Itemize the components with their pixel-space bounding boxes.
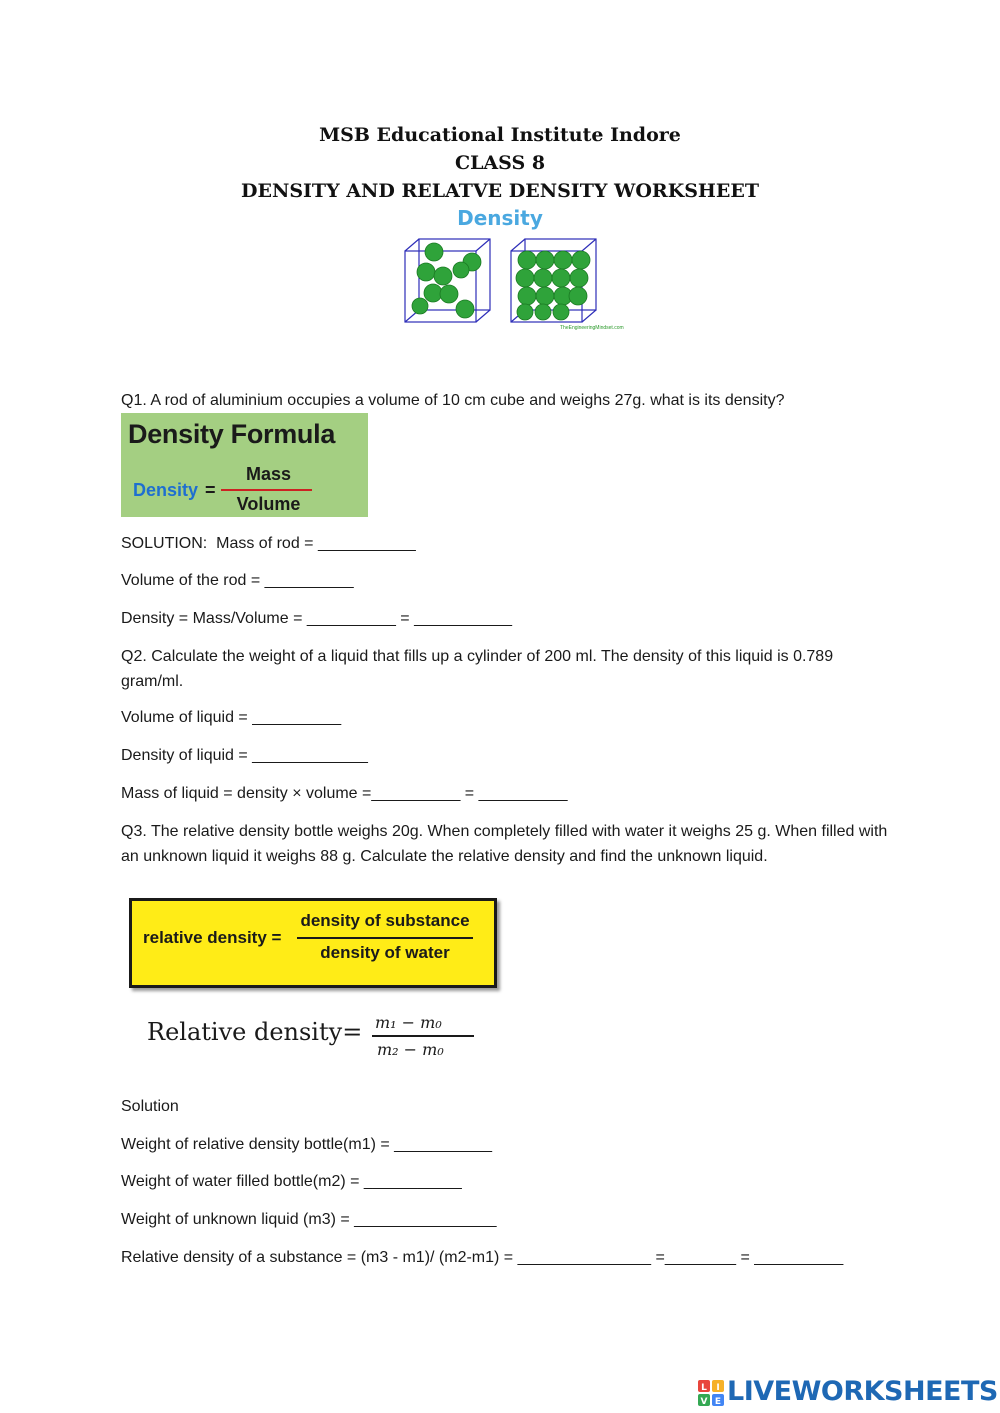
q2-volume-answer[interactable]: Volume of liquid = __________	[121, 709, 342, 726]
logo-letter-l: L	[701, 1383, 707, 1393]
q3-m1-answer[interactable]: Weight of relative density bottle(m1) = ___________	[121, 1136, 493, 1153]
rd-mass-formula-numerator: m₁ − m₀	[375, 1013, 442, 1032]
worksheet-title: DENSITY AND RELATVE DENSITY WORKSHEET	[241, 180, 759, 202]
formula-fraction-bar	[221, 489, 312, 491]
image-watermark: TheEngineeringMindset.com	[560, 325, 624, 331]
formula-lhs: Density	[133, 480, 199, 500]
institute-name: MSB Educational Institute Indore	[319, 124, 681, 146]
q3-question: Q3. The relative density bottle weighs 20g. When completely filled with water it weighs 25 g. When filled with an unknown liquid it weighs 88 g. Calculate the relative density and find the unknown liquid.	[121, 823, 888, 865]
liveworksheets-brand[interactable]: LIVEWORKSHEETS	[727, 1376, 998, 1407]
logo-letter-i: I	[716, 1383, 720, 1393]
formula-numerator: Mass	[245, 464, 292, 484]
q2-question: Q2. Calculate the weight of a liquid that fills up a cylinder of 200 ml. The density of this liquid is 0.789 gram/ml.	[121, 648, 834, 690]
q3-m3-answer[interactable]: Weight of unknown liquid (m3) = ________________	[121, 1211, 497, 1228]
q2-density-answer[interactable]: Density of liquid = _____________	[121, 747, 368, 764]
density-formula-box	[121, 413, 368, 517]
q1-mass-answer[interactable]: SOLUTION: Mass of rod = ___________	[121, 535, 416, 552]
rd-mass-formula-denominator: m₂ − m₀	[377, 1040, 444, 1059]
q2-mass-answer[interactable]: Mass of liquid = density × volume =__________ = __________	[121, 785, 568, 802]
relative-density-formula-box	[129, 898, 497, 988]
q3-m2-answer[interactable]: Weight of water filled bottle(m2) = ___________	[121, 1173, 462, 1190]
q1-question: Q1. A rod of aluminium occupies a volume of 10 cm cube and weighs 27g. what is its density?	[121, 392, 785, 409]
class-label: CLASS 8	[454, 152, 546, 174]
rd-formula-denominator: density of water	[320, 943, 450, 962]
logo-letter-v: V	[700, 1397, 708, 1406]
formula-title: Density Formula	[128, 419, 336, 449]
q3-relative-density-answer[interactable]: Relative density of a substance = (m3 - m1)/ (m2-m1) = _______________ =________ = __________	[121, 1249, 844, 1266]
rd-formula-lhs: relative density =	[143, 928, 282, 947]
rd-mass-formula-lhs: Relative density=	[147, 1018, 363, 1046]
liveworksheets-logo-icon	[698, 1380, 724, 1406]
density-image-title: Density	[457, 206, 543, 230]
formula-equals: =	[205, 480, 216, 500]
q3-solution-label: Solution	[121, 1098, 179, 1115]
rd-formula-numerator: density of substance	[300, 911, 470, 930]
formula-denominator: Volume	[236, 494, 301, 514]
rd-mass-formula-fraction-bar	[372, 1035, 474, 1037]
q1-density-answer[interactable]: Density = Mass/Volume = __________ = ___________	[121, 610, 512, 627]
rd-formula-fraction-bar	[297, 937, 473, 939]
logo-letter-e: E	[714, 1397, 722, 1406]
sparse-particles	[412, 243, 481, 318]
q1-volume-answer[interactable]: Volume of the rod = __________	[121, 572, 354, 589]
density-cubes-illustration	[400, 234, 600, 326]
